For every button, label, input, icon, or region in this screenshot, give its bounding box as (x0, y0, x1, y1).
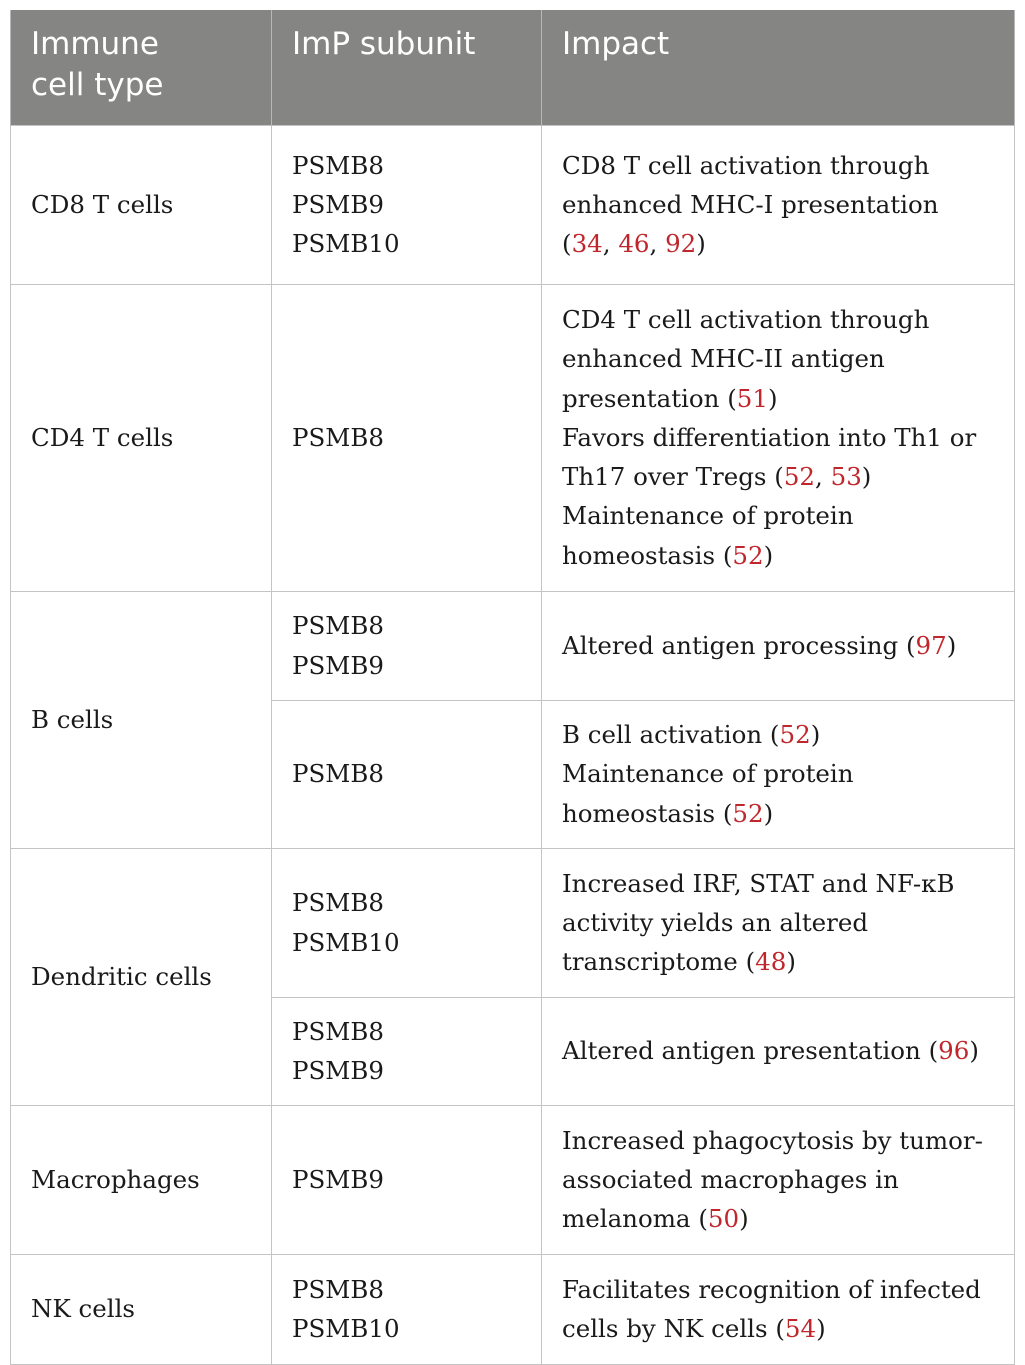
subunit-cell: PSMB8 PSMB10 (272, 848, 542, 997)
header-immune-cell-type: Immune cell type (11, 10, 272, 125)
table-row (11, 284, 1015, 591)
reference-link[interactable]: 96 (938, 1036, 970, 1066)
immune-cell-table (10, 10, 1015, 1365)
impact-cell: CD4 T cell activation through enhanced MHC-II antigen presentation (51) Favors differentiation into Th1 or Th17 over Tregs (52, 53) Maintenance of protein homeostasis (52) (542, 284, 1015, 591)
cell-type: CD8 T cells (11, 125, 272, 284)
header-impact: Impact (542, 10, 1015, 125)
table-row (11, 848, 1015, 997)
reference-link[interactable]: 92 (665, 229, 697, 259)
impact-cell: Altered antigen presentation (96) (542, 997, 1015, 1105)
reference-link[interactable]: 34 (571, 229, 603, 259)
reference-link[interactable]: 97 (915, 630, 947, 660)
reference-link[interactable]: 51 (736, 383, 768, 413)
cell-type: B cells (11, 591, 272, 848)
reference-link[interactable]: 50 (707, 1204, 740, 1234)
cell-type: CD4 T cells (11, 284, 272, 591)
table-row (11, 125, 1015, 284)
cell-type: NK cells (11, 1254, 272, 1364)
subunit-cell: PSMB9 (272, 1105, 542, 1254)
subunit-cell: PSMB8 PSMB9 (272, 997, 542, 1105)
subunit-cell: PSMB8 (272, 700, 542, 848)
reference-link[interactable]: 46 (618, 229, 650, 259)
subunit-cell: PSMB8 PSMB9 (272, 591, 542, 700)
subunit-cell: PSMB8 PSMB9 PSMB10 (272, 125, 542, 284)
impact-cell: Altered antigen processing (97) (542, 591, 1015, 700)
reference-link[interactable]: 52 (732, 540, 764, 570)
reference-link[interactable]: 48 (755, 947, 787, 977)
cell-type: Dendritic cells (11, 848, 272, 1105)
reference-link[interactable]: 52 (732, 798, 764, 828)
table-row (11, 591, 1015, 700)
reference-link[interactable]: 53 (830, 462, 862, 492)
table-row (11, 1254, 1015, 1364)
impact-cell: Increased phagocytosis by tumor- associated macrophages in melanoma (50) (542, 1105, 1015, 1254)
impact-cell: B cell activation (52) Maintenance of protein homeostasis (52) (542, 700, 1015, 848)
cell-type: Macrophages (11, 1105, 272, 1254)
reference-link[interactable]: 54 (784, 1314, 817, 1343)
table-row (11, 1105, 1015, 1254)
subunit-cell: PSMB8 PSMB10 (272, 1254, 542, 1364)
header-imp-subunit: ImP subunit (272, 10, 542, 125)
impact-cell: Facilitates recognition of infected cells by NK cells (54) (542, 1254, 1015, 1364)
reference-link[interactable]: 52 (783, 462, 816, 492)
subunit-cell: PSMB8 (272, 284, 542, 591)
header-row (11, 10, 1015, 125)
impact-cell: Increased IRF, STAT and NF-κB activity yields an altered transcriptome (48) (542, 848, 1015, 997)
impact-cell: CD8 T cell activation through enhanced MHC-I presentation (34, 46, 92) (542, 125, 1015, 284)
reference-link[interactable]: 52 (779, 720, 811, 750)
